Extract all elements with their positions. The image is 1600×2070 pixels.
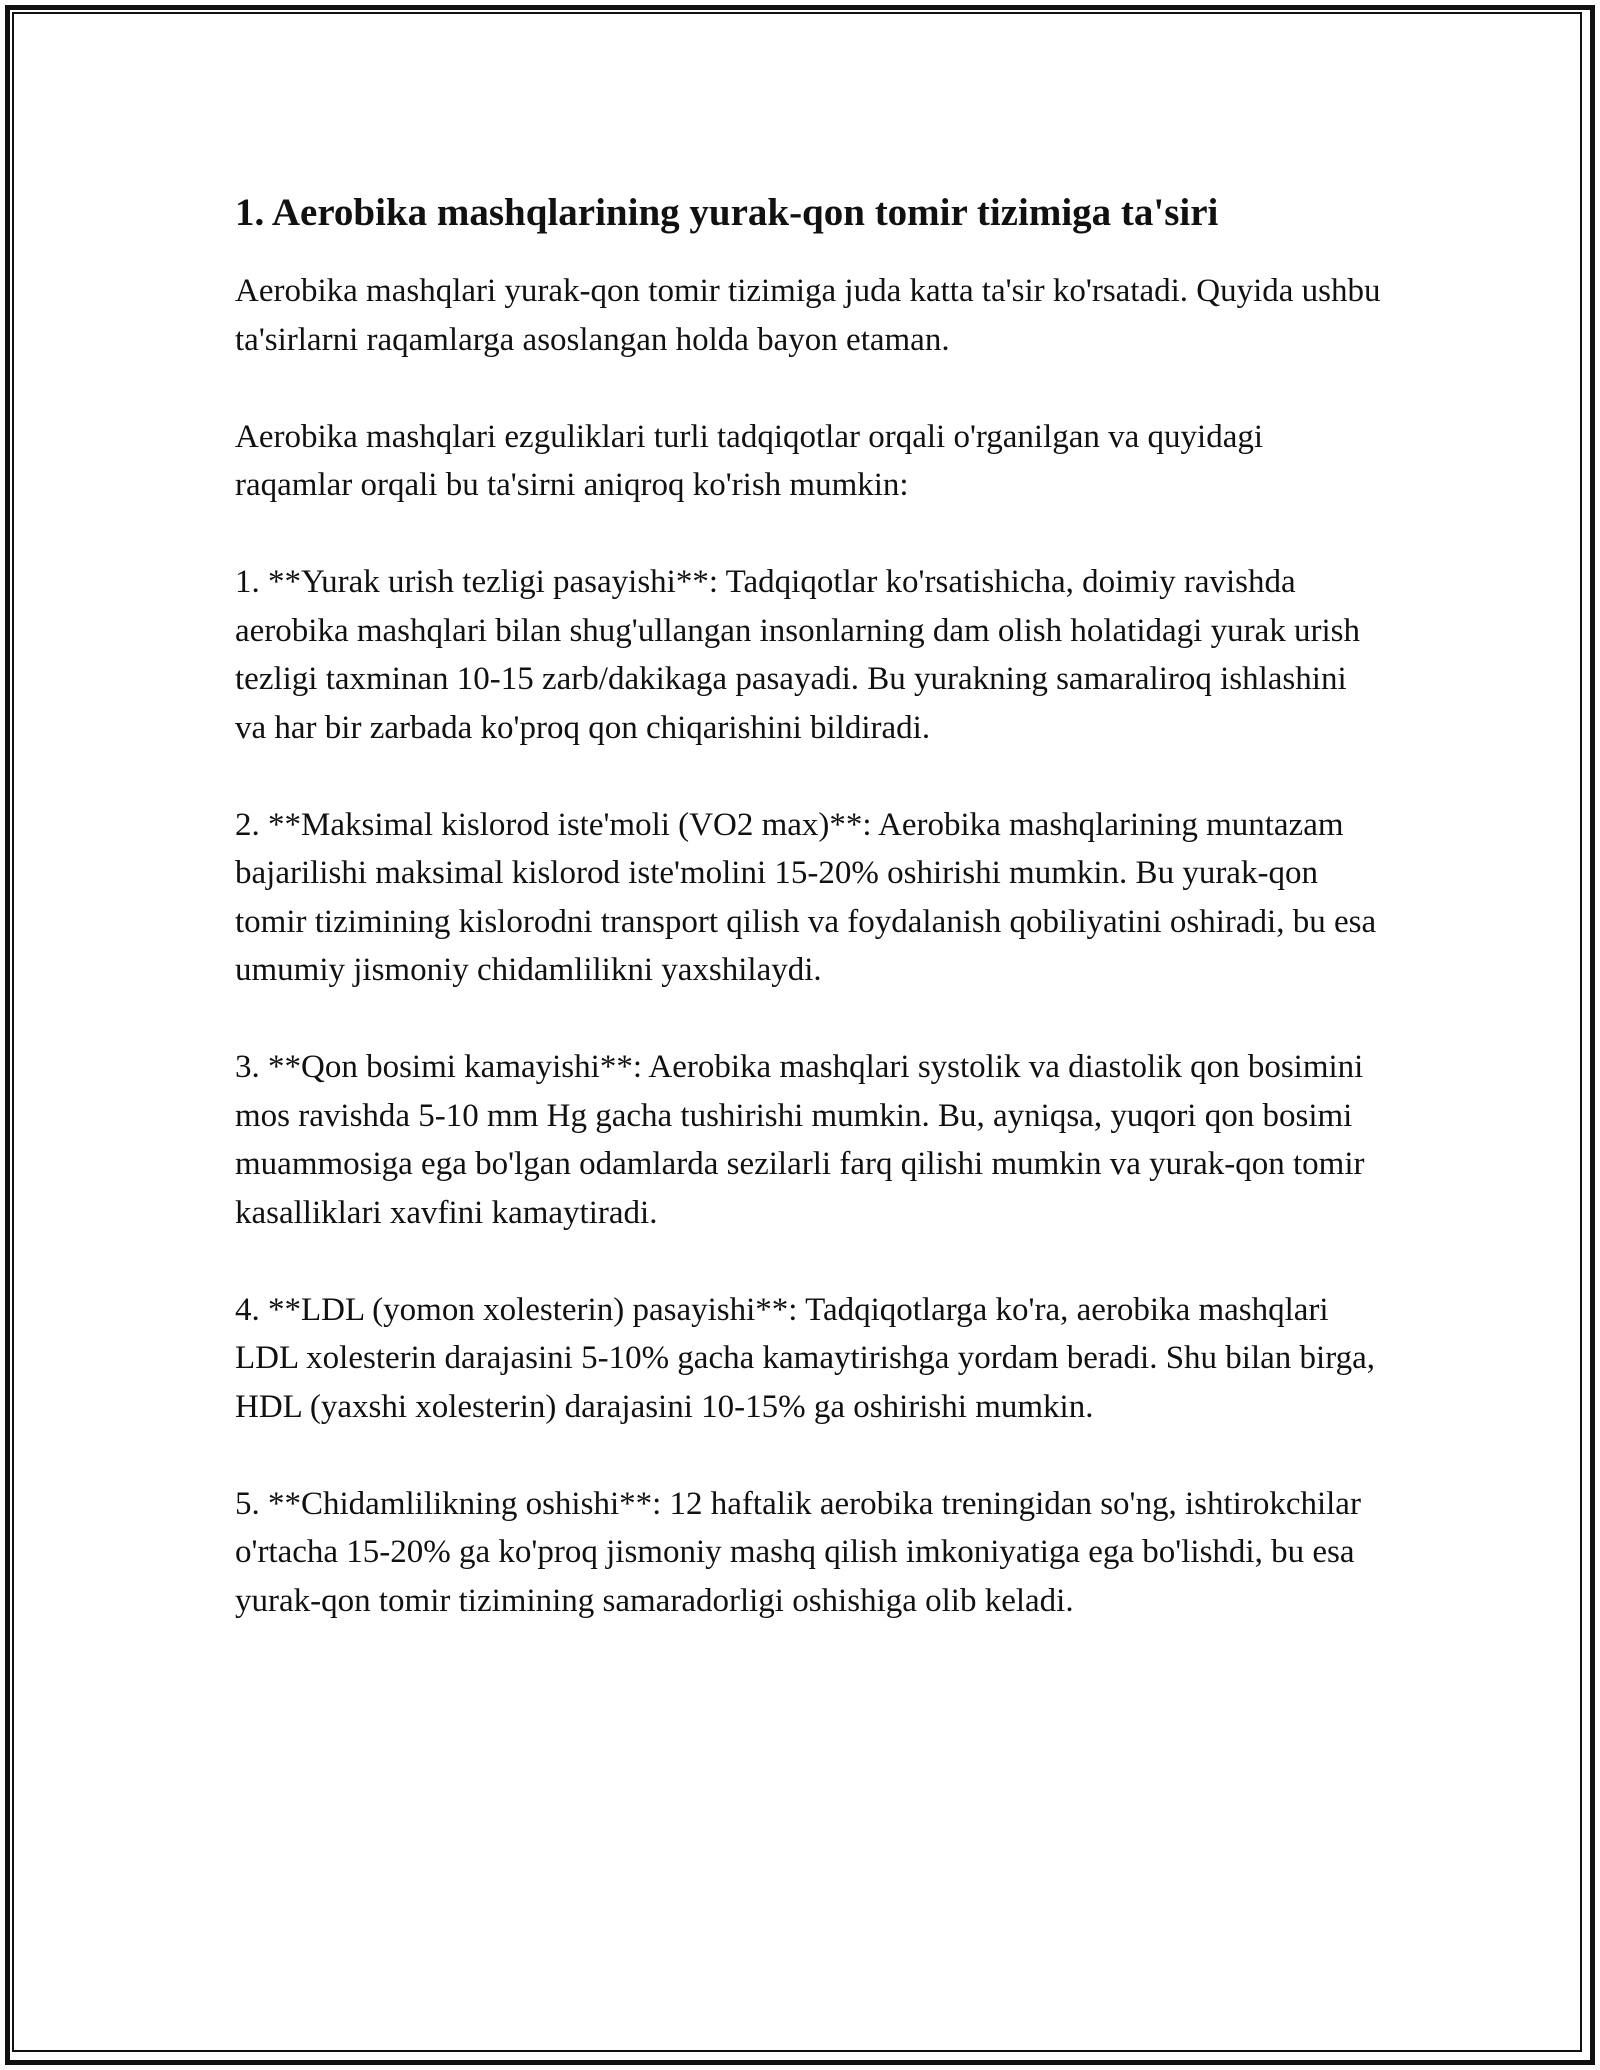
document-body xyxy=(235,185,1385,1674)
document-title: 1. Aerobika mashqlarining yurak-qon tomir tizimiga ta'siri xyxy=(235,191,1219,234)
list-item-endurance: 5. **Chidamlilikning oshishi**: 12 haftalik aerobika treningidan so'ng, ishtirokchilar o'rtacha 15-20% ga ko'proq jismoniy mashq qilish imkoniyatiga ega bo'lishdi, bu esa yurak-qon tomir tizimining samaradorligi oshishiga olib keladi. xyxy=(235,1485,1361,1619)
list-item-blood-pressure: 3. **Qon bosimi kamayishi**: Aerobika mashqlari systolik va diastolik qon bosimini mos ravishda 5-10 mm Hg gacha tushirishi mumkin. Bu, ayniqsa, yuqori qon bosimi muammosiga ega bo'lgan odamlarda sezilarli farq qilishi mumkin va yurak-qon tomir kasalliklari xavfini kamaytiradi. xyxy=(235,1049,1365,1231)
list-item-ldl-cholesterol: 4. **LDL (yomon xolesterin) pasayishi**: Tadqiqotlarga ko'ra, aerobika mashqlari LDL xolesterin darajasini 5-10% gacha kamaytirishga yordam beradi. Shu bilan birga, HDL (yaxshi xolesterin) darajasini 10-15% ga oshirishi mumkin. xyxy=(235,1291,1375,1425)
context-paragraph: Aerobika mashqlari ezguliklari turli tadqiqotlar orqali o'rganilgan va quyidagi raqamlar orqali bu ta'sirni aniqroq ko'rish mumkin: xyxy=(235,418,1264,503)
list-item-vo2-max: 2. **Maksimal kislorod iste'moli (VO2 max)**: Aerobika mashqlarining muntazam bajarilishi maksimal kislorod iste'molini 15-20% oshirishi mumkin. Bu yurak-qon tomir tizimining kislorodni transport qilish va foydalanish qobiliyatini oshiradi, bu esa umumiy jismoniy chidamlilikni yaxshilaydi. xyxy=(235,806,1377,988)
list-item-heart-rate: 1. **Yurak urish tezligi pasayishi**: Tadqiqotlar ko'rsatishicha, doimiy ravishda aerobika mashqlari bilan shug'ullangan insonlarning dam olish holatidagi yurak urish tezligi taxminan 10-15 zarb/dakikaga pasayadi. Bu yurakning samaraliroq ishlashini va har bir zarbada ko'proq qon chiqarishini bildiradi. xyxy=(235,564,1360,746)
intro-paragraph: Aerobika mashqlari yurak-qon tomir tizimiga juda katta ta'sir ko'rsatadi. Quyida ushbu ta'sirlarni raqamlarga asoslangan holda bayon etaman. xyxy=(235,273,1381,358)
